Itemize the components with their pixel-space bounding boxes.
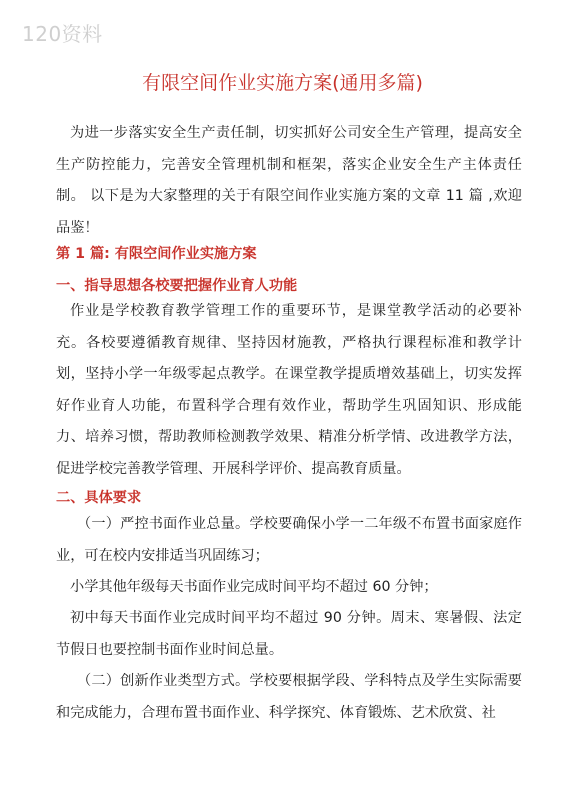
paragraph-guiding-ideology: 作业是学校教育教学管理工作的重要环节，是课堂教学活动的必要补充。各校要遵循教育规律、坚持因材施教，严格执行课程标准和教学计划，坚持小学一年级零起点教学。在课堂教学提质增效基础上，切实发挥好作业育人功能，布置科学合理有效作业，帮助学生巩固知识、形成能力、培养习惯，帮助教师检测教学效果、精准分析学情、改进教学方法，促进学校完善教学管理、开展科学评价、提高教育质量。 bbox=[56, 303, 522, 477]
heading-guiding-ideology: 一、指导思想各校要把握作业育人功能 bbox=[56, 278, 298, 294]
document-title: 有限空间作业实施方案(通用多篇) bbox=[142, 72, 423, 94]
intro-paragraph: 为进一步落实安全生产责任制，切实抓好公司安全生产管理，提高安全生产防控能力，完善安全管理机制和框架，落实企业安全生产主体责任制。 以下是为大家整理的关于有限空间作业实施方案的文章 11 篇 ,欢迎品鉴！ bbox=[56, 125, 522, 236]
section-title: 第 1 篇: 有限空间作业实施方案 bbox=[56, 246, 257, 262]
paragraph-requirement-1: （一）严控书面作业总量。学校要确保小学一二年级不布置书面家庭作业，可在校内安排适当巩固练习； bbox=[56, 516, 522, 564]
paragraph-requirement-2: （二）创新作业类型方式。学校要根据学段、学科特点及学生实际需要和完成能力，合理布置书面作业、科学探究、体育锻炼、艺术欣赏、社 bbox=[56, 673, 522, 721]
paragraph-middle-school-limit: 初中每天书面作业完成时间平均不超过 90 分钟。周末、寒暑假、法定节假日也要控制书面作业时间总量。 bbox=[56, 610, 522, 658]
paragraph-primary-limit: 小学其他年级每天书面作业完成时间平均不超过 60 分钟； bbox=[70, 579, 438, 595]
heading-specific-requirements: 二、具体要求 bbox=[56, 490, 142, 506]
watermark-text: 120资料 bbox=[22, 22, 103, 46]
